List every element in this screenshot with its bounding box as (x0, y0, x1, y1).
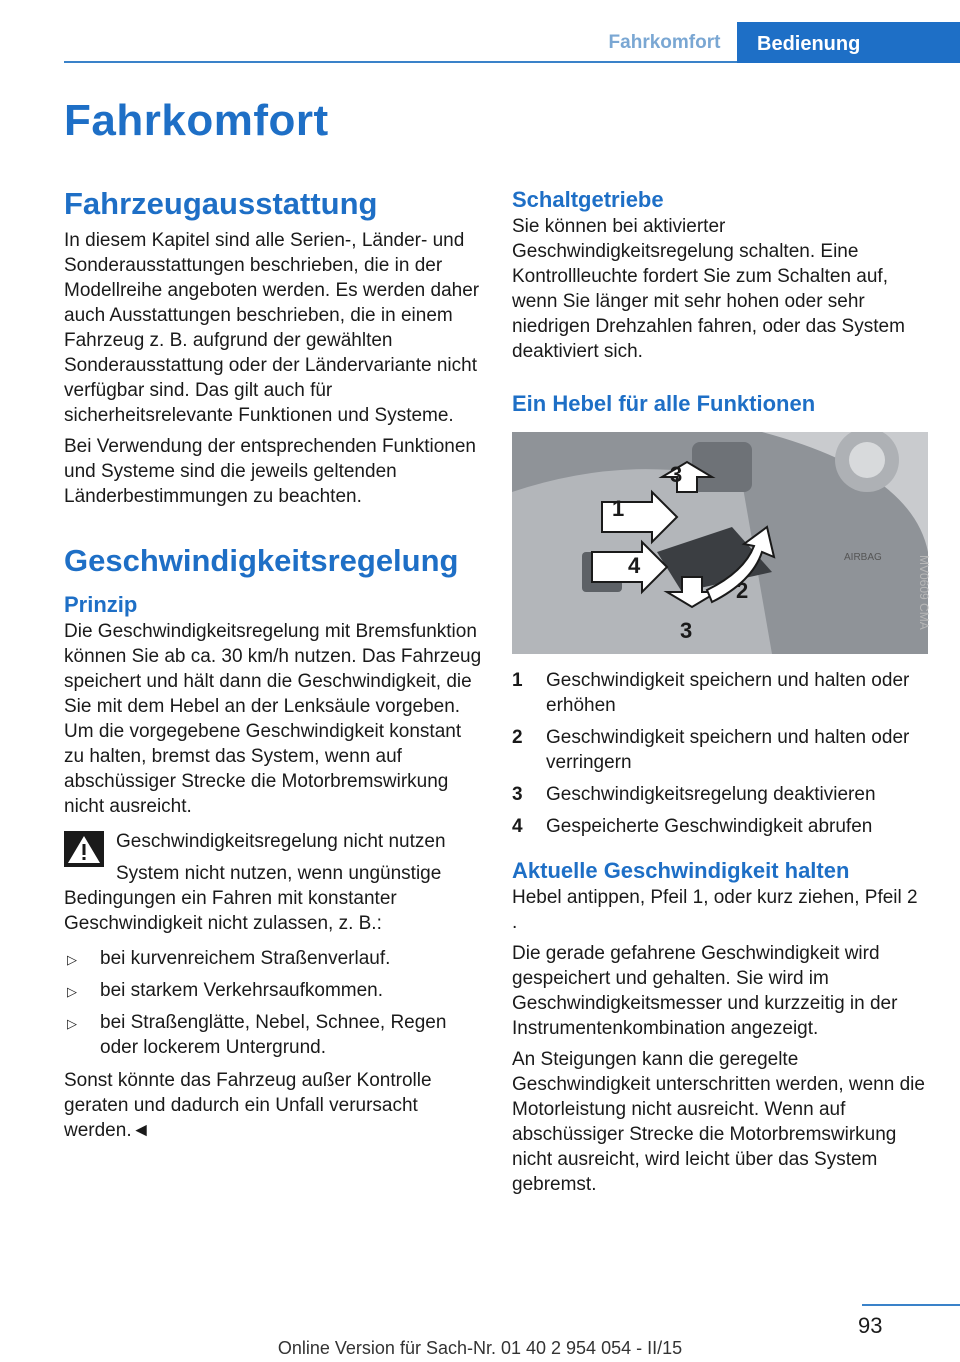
item-text: Geschwindigkeit speichern und halten oder verringern (546, 727, 910, 773)
item-text: Gespeicherte Geschwindigkeit abrufen (546, 816, 873, 837)
heading-schaltgetriebe: Schaltgetriebe (512, 187, 664, 212)
figure-label-1: 1 (612, 496, 625, 521)
heading-aktuelle-geschwindigkeit: Aktuelle Geschwindigkeit halten (512, 858, 850, 883)
warning-icon (64, 831, 104, 867)
list-item (512, 725, 928, 775)
heading-hebel: Ein Hebel für alle Funktionen (512, 391, 816, 416)
paragraph-schaltgetriebe: Sie können bei aktivierter Geschwindigkeitsregelung schalten. Eine Kontrollleuchte fordert Sie zum Schalten auf, wenn Sie länger mit sehr hohen oder sehr niedrigen Drehzahlen fahren, oder das System deaktiviert sich. (512, 216, 905, 362)
item-number: 4 (512, 816, 523, 837)
list-item (64, 978, 484, 1003)
item-number: 2 (512, 727, 523, 748)
item-number: 3 (512, 784, 523, 805)
paragraph-prinzip: Die Geschwindigkeitsregelung mit Bremsfunktion können Sie ab ca. 30 km/h nutzen. Das Fahrzeug speichert und hält dann die Geschwindigkeit, die Sie mit dem Hebel an der Lenksäule vorgeben. Um die vorgegebene Geschwindigkeit konstant zu halten, bremst das System, wenn auf abschüssiger Strecke die Motorbremswirkung nicht ausreicht. (64, 621, 482, 817)
warning-text: System nicht nutzen, wenn ungünstige Bedingungen ein Fahren mit konstanter Geschwindigkeit nicht zulassen, z. B.: (64, 863, 442, 934)
paragraph-laenderbestimmungen: Bei Verwendung der entsprechenden Funktionen und Systeme sind die jeweils geltenden Länderbestimmungen zu beachten. (64, 436, 476, 507)
list-item-text: bei kurvenreichem Straßenverlauf. (100, 948, 391, 969)
item-number: 1 (512, 670, 523, 691)
warning-bullet-list (64, 946, 484, 1060)
paragraph-ausstattung: In diesem Kapitel sind alle Serien-, Länder- und Sonderausstattungen beschrieben, die in der Modellreihe angeboten werden. Es werden daher auch Ausstattungen beschrieben, die in einem Fahrzeug z. B. aufgrund der gewählten Sonderausstattung oder der Ländervariante nicht verfügbar sind. Das gilt auch für sicherheitsrelevante Funktionen und Systeme. (64, 230, 480, 426)
item-text: Geschwindigkeit speichern und halten oder erhöhen (546, 670, 910, 716)
list-item (512, 814, 928, 839)
bullet-triangle-icon: ▷ (67, 1016, 77, 1031)
figure-label-3-bottom: 3 (680, 618, 693, 643)
left-column (64, 186, 484, 1149)
warning-title: Geschwindigkeitsregelung nicht nutzen (116, 831, 446, 852)
paragraph-hebel-antippen: Hebel antippen, Pfeil 1, oder kurz ziehen, Pfeil 2 . (512, 887, 918, 933)
warning-block (64, 829, 484, 936)
list-item (64, 946, 484, 971)
heading-geschwindigkeitsregelung: Geschwindigkeitsregelung (64, 543, 459, 578)
figure-image-code: MV0609 CMA (917, 555, 931, 630)
paragraph-closing: Sonst könnte das Fahrzeug außer Kontrolle geraten und dadurch ein Unfall verursacht werden.◄ (64, 1070, 432, 1141)
header-tab-fahrkomfort[interactable]: Fahrkomfort (608, 32, 721, 53)
figure-label-3-top: 3 (670, 462, 683, 487)
chapter-title: Fahrkomfort (64, 96, 329, 145)
paragraph-steigungen: An Steigungen kann die geregelte Geschwindigkeit unterschritten werden, wenn die Motorleistung nicht ausreicht. Wenn auf abschüssiger Strecke die Motorbremswirkung nicht ausreicht, wird leicht über das System gebremst. (512, 1049, 925, 1195)
numbered-function-list (512, 668, 928, 839)
paragraph-gespeichert: Die gerade gefahrene Geschwindigkeit wird gespeichert und gehalten. Sie wird im Geschwindigkeitsmesser und kurzzeitig in der Instrumentenkombination angezeigt. (512, 943, 898, 1039)
footer-online-version: Online Version für Sach-Nr. 01 40 2 954 054 - II/15 (277, 1338, 683, 1358)
header-tab-bedienung[interactable]: Bedienung (737, 22, 960, 63)
figure-label-4: 4 (628, 553, 641, 578)
list-item-text: bei starkem Verkehrsaufkommen. (100, 980, 384, 1001)
figure-airbag-label: AIRBAG (844, 552, 882, 563)
list-item-text: bei Straßenglätte, Nebel, Schnee, Regen oder lockerem Untergrund. (100, 1012, 447, 1058)
right-column (512, 186, 928, 1203)
footer-rule (862, 1304, 960, 1306)
heading-prinzip: Prinzip (64, 592, 138, 617)
steering-lever-figure (512, 432, 928, 654)
page-number: 93 (858, 1313, 883, 1338)
list-item (512, 782, 928, 807)
figure-label-2: 2 (736, 578, 749, 603)
bullet-triangle-icon: ▷ (67, 984, 77, 999)
bullet-triangle-icon: ▷ (67, 952, 77, 967)
heading-fahrzeugausstattung: Fahrzeugausstattung (64, 186, 378, 221)
list-item (64, 1010, 484, 1060)
item-text: Geschwindigkeitsregelung deaktivieren (546, 784, 876, 805)
steering-lever-illustration (512, 432, 928, 654)
list-item (512, 668, 928, 718)
